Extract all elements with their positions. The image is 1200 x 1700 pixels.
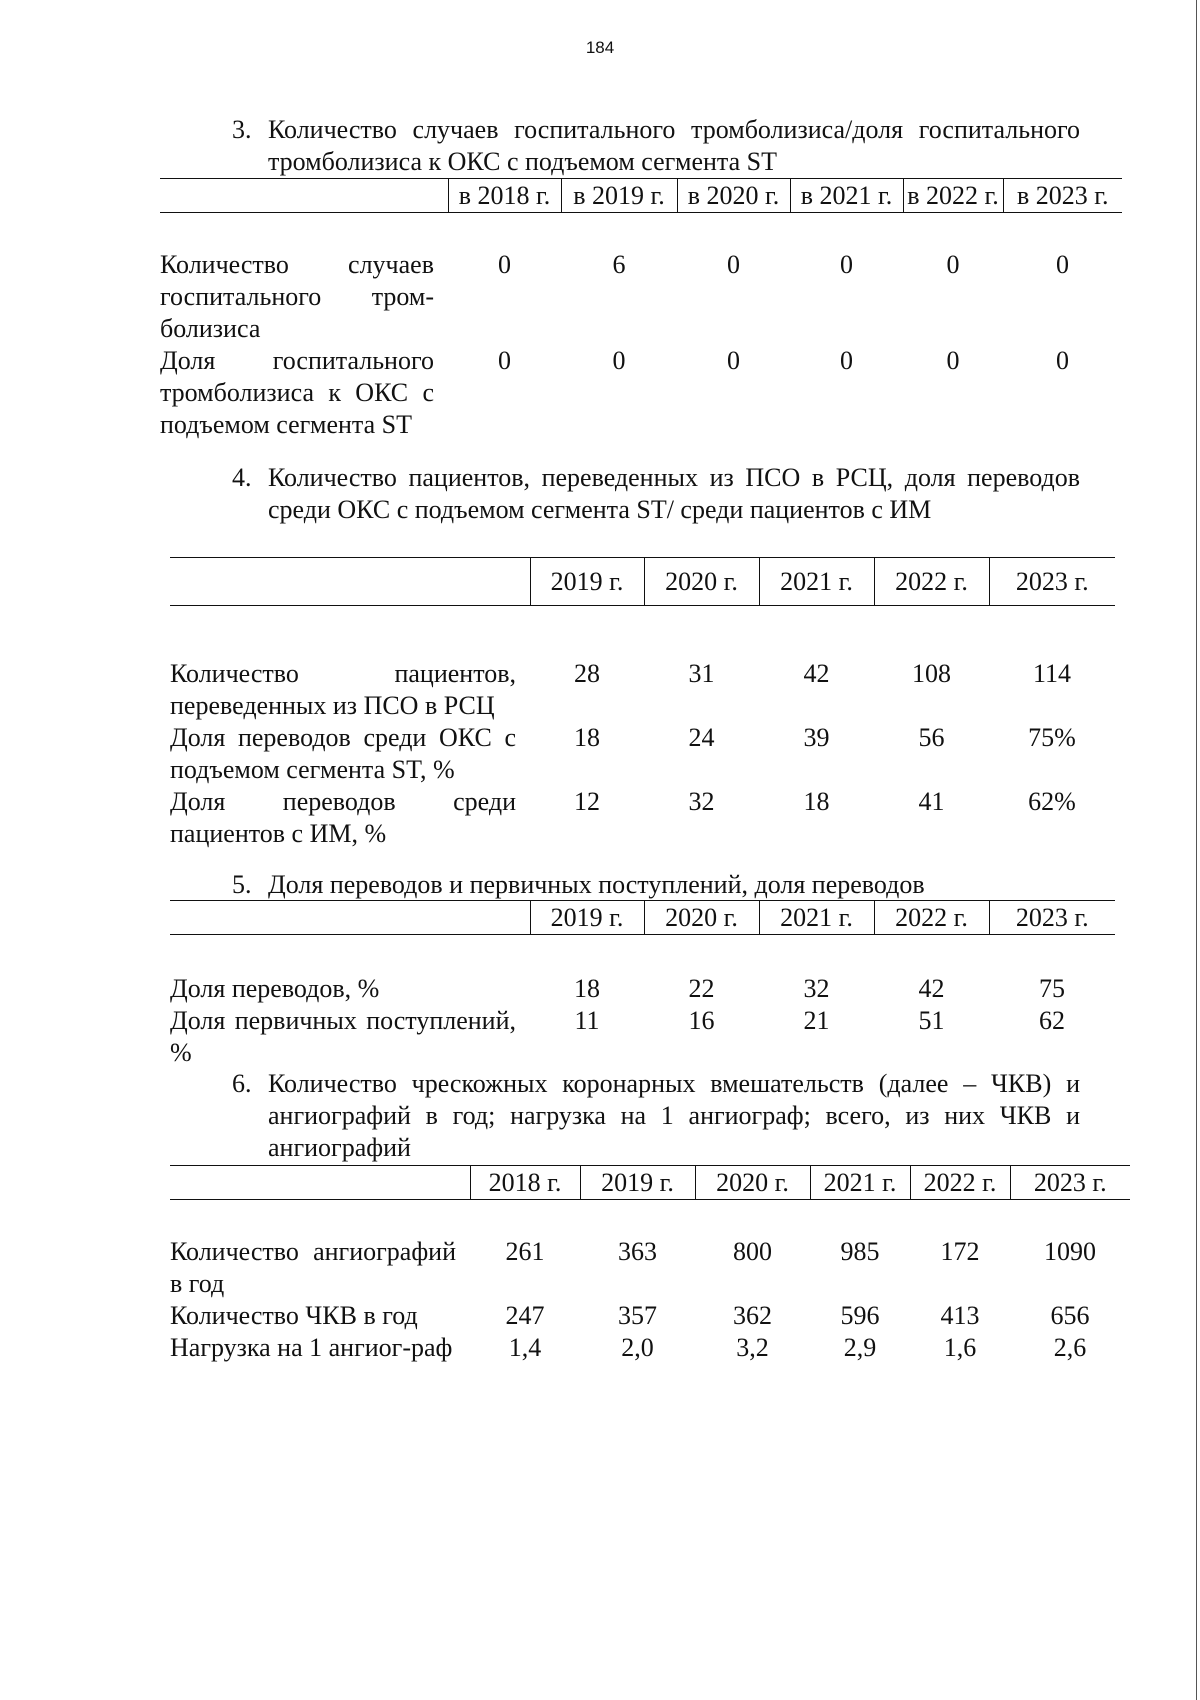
cell-value: 3,2 (736, 1333, 769, 1362)
cell-value: 16 (688, 1006, 715, 1035)
cell-value: 0 (727, 250, 740, 279)
table-row (160, 213, 1122, 346)
header-blank (170, 558, 530, 606)
cell-value: 2,0 (621, 1333, 654, 1362)
col-header: 2021 г. (810, 1166, 910, 1200)
table-row (170, 1005, 1115, 1069)
header-blank (160, 179, 448, 213)
cell-value: 18 (803, 787, 830, 816)
cell-value: 31 (688, 659, 715, 688)
col-header: 2021 г. (759, 558, 874, 606)
cell-value: 51 (918, 1006, 945, 1035)
cell-value: 75 (1039, 974, 1065, 1003)
cell-value: 413 (940, 1301, 980, 1330)
data-table (170, 557, 1115, 850)
section-title: Количество случаев госпитального тромболизиса/доля госпитального тромболизиса к ОКС с подъемом сегмента ST (268, 115, 1080, 176)
cell-value: 261 (505, 1237, 545, 1266)
section-number: 3. (232, 115, 252, 144)
cell-value: 2,9 (843, 1333, 877, 1362)
cell-value: 32 (803, 974, 830, 1003)
col-header: в 2023 г. (1003, 179, 1122, 213)
col-header: 2020 г. (695, 1166, 810, 1200)
row-label: Доля переводов среди ОКС с подъемом сегмента ST, % (170, 723, 516, 784)
col-header: в 2018 г. (448, 179, 561, 213)
cell-value: 39 (803, 723, 830, 752)
cell-value: 357 (618, 1301, 657, 1330)
cell-value: 0 (840, 346, 853, 375)
data-table (160, 178, 1122, 441)
row-label: Количество ЧКВ в год (170, 1301, 418, 1330)
section-3 (232, 114, 1080, 178)
cell-value: 2,6 (1053, 1333, 1087, 1362)
cell-value: 22 (688, 974, 715, 1003)
col-header: 2018 г. (470, 1166, 580, 1200)
cell-value: 247 (505, 1301, 545, 1330)
col-header: 2022 г. (910, 1166, 1010, 1200)
cell-value: 596 (840, 1301, 880, 1330)
cell-value: 28 (574, 659, 600, 688)
header-blank (170, 1166, 470, 1200)
table-row (170, 1200, 1130, 1301)
col-header: в 2020 г. (677, 179, 790, 213)
col-header: 2019 г. (530, 558, 644, 606)
row-label: Количество случаев госпитального тром-болизиса (160, 250, 434, 343)
cell-value: 42 (803, 659, 830, 688)
cell-value: 18 (574, 974, 600, 1003)
cell-value: 1,6 (943, 1333, 977, 1362)
col-header: 2023 г. (989, 901, 1115, 935)
col-header: 2022 г. (874, 901, 989, 935)
section-title: Доля переводов и первичных поступлений, доля переводов (268, 870, 925, 899)
section-number: 6. (232, 1069, 252, 1098)
cell-value: 1090 (1044, 1237, 1096, 1266)
table-row (170, 1332, 1130, 1364)
cell-value: 6 (612, 250, 626, 279)
col-header: 2023 г. (989, 558, 1115, 606)
col-header: 2021 г. (759, 901, 874, 935)
cell-value: 0 (498, 250, 511, 279)
row-label: Нагрузка на 1 ангиог-раф (170, 1333, 453, 1362)
cell-value: 0 (1056, 250, 1069, 279)
section-4 (232, 462, 1080, 526)
cell-value: 62 (1039, 1006, 1065, 1035)
cell-value: 363 (618, 1237, 657, 1266)
col-header: 2020 г. (644, 558, 759, 606)
section-6 (232, 1068, 1080, 1164)
cell-value: 172 (940, 1237, 980, 1266)
col-header: в 2021 г. (790, 179, 903, 213)
cell-value: 1,4 (508, 1333, 542, 1362)
col-header: в 2022 г. (903, 179, 1003, 213)
col-header: в 2019 г. (561, 179, 677, 213)
cell-value: 12 (574, 787, 600, 816)
section-heading (232, 869, 1080, 901)
cell-value: 114 (1032, 659, 1072, 688)
section-heading (232, 114, 1080, 178)
col-header: 2020 г. (644, 901, 759, 935)
cell-value: 108 (912, 659, 951, 688)
row-label: Количество пациентов, переведенных из ПСО в РСЦ (170, 659, 516, 720)
cell-value: 42 (918, 974, 945, 1003)
row-label: Доля переводов среди пациентов с ИМ, % (170, 787, 516, 848)
section-number: 5. (232, 870, 252, 899)
data-table (170, 900, 1115, 1069)
section-heading (232, 1068, 1080, 1164)
cell-value: 0 (612, 346, 626, 375)
table-row (170, 786, 1115, 850)
cell-value: 62% (1028, 787, 1076, 816)
cell-value: 21 (803, 1006, 830, 1035)
cell-value: 362 (733, 1301, 772, 1330)
cell-value: 0 (727, 346, 740, 375)
table-row (170, 722, 1115, 786)
scan-edge-line (1196, 0, 1197, 1700)
table-row (170, 1300, 1130, 1332)
row-label: Доля первичных поступлений, % (170, 1006, 516, 1067)
cell-value: 0 (840, 250, 853, 279)
col-header: 2019 г. (530, 901, 644, 935)
cell-value: 0 (1056, 346, 1069, 375)
table-row (170, 606, 1115, 723)
section-title: Количество чрескожных коронарных вмешательств (далее – ЧКВ) и ангиографий в год; нагрузка на 1 ангиограф; всего, из них ЧКВ и ангиографий (268, 1069, 1080, 1162)
col-header: 2019 г. (580, 1166, 695, 1200)
cell-value: 41 (918, 787, 945, 816)
row-label: Доля госпитального тромболизиса к ОКС с подъемом сегмента ST (160, 346, 434, 439)
cell-value: 0 (946, 346, 960, 375)
col-header: 2023 г. (1010, 1166, 1130, 1200)
table-row (170, 935, 1115, 1006)
cell-value: 0 (498, 346, 511, 375)
row-label: Доля переводов, % (170, 974, 380, 1003)
cell-value: 985 (840, 1237, 880, 1266)
section-heading (232, 462, 1080, 526)
cell-value: 656 (1050, 1301, 1090, 1330)
cell-value: 800 (733, 1237, 772, 1266)
cell-value: 56 (918, 723, 945, 752)
cell-value: 0 (946, 250, 960, 279)
table-row (160, 345, 1122, 441)
section-title: Количество пациентов, переведенных из ПСО в РСЦ, доля переводов среди ОКС с подъемом сегмента ST/ среди пациентов с ИМ (268, 463, 1080, 524)
section-5 (232, 869, 1080, 901)
cell-value: 32 (688, 787, 715, 816)
row-label: Количество ангиографий в год (170, 1237, 456, 1298)
page-number: 184 (585, 38, 615, 57)
cell-value: 18 (574, 723, 600, 752)
data-table (170, 1165, 1130, 1364)
cell-value: 75% (1028, 723, 1076, 752)
cell-value: 24 (688, 723, 715, 752)
cell-value: 11 (574, 1006, 600, 1035)
col-header: 2022 г. (874, 558, 989, 606)
header-blank (170, 901, 530, 935)
section-number: 4. (232, 463, 252, 492)
